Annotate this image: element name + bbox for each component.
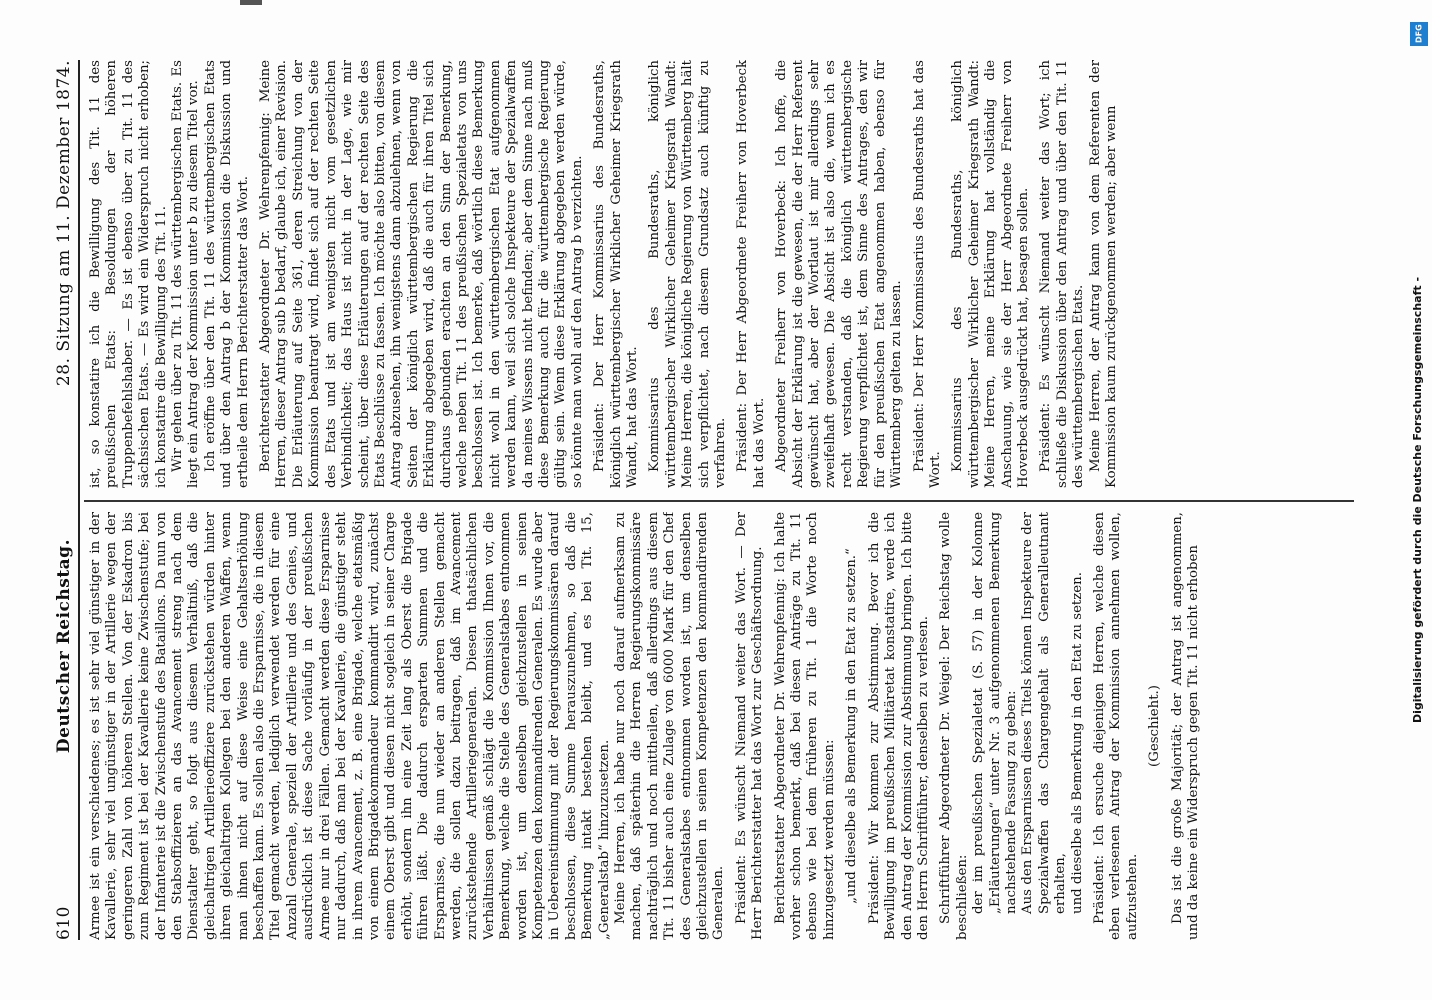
right-column (88, 60, 1350, 488)
session-title: 28. Sitzung am 11. Dezember 1874. (54, 60, 74, 387)
page-header (40, 60, 74, 940)
credit-text: Digitalisierung gefördert durch die Deutsche Forschungsgemeinschaft - (1411, 276, 1424, 724)
motion-text: und dieselbe als Bemerkung in den Etat zu setzen. (1069, 572, 1085, 914)
paragraph: Präsident: Der Herr Kommissarius des Bundesraths, königlich württembergischer Wirklicher Geheimer Kriegsrath Wandt, hat das Wort. (592, 60, 640, 488)
paragraph: Berichterstatter Abgeordneter Dr. Wehrenpfennig: Meine Herren, dieser Antrag sub b bedarf, glaube ich, einer Revision. Die Erläuterung auf Seite 361, deren Streichung von der Kommission beantragt wird, findet sich auf der rechten Seite des Etats und ist am wenigsten nicht vom gesetzlichen Verbindlichkeit; das Haus ist nicht in der Lage, wie mir scheint, über diese Erläuterungen auf der rechten Seite des Etats Beschlüsse zu fassen. Ich möchte also bitten, von diesem Antrag abzusehen, ihn wenigstens dann abzulehnen, wenn von Seiten der königlich württembergischen Regierung die Erklärung abgegeben wird, daß die auch für ihren Titel sich durchaus gebunden erachten an den Sinn der Bemerkung, welche neben Tit. 11 des preußischen Spezialetats von uns beschlossen ist. Ich bemerke, daß wörtlich diese Bemerkung nicht wohl in den württembergischen Etat aufgenommen werden kann, weil sich solche Inspekteure der Spezialwaffen da meines Wissens nicht befinden; aber dem Sinne nach muß diese Bemerkung auch für die württembergische Regierung gültig sein. Wenn diese Erklärung abgegeben werden würde, so könnte man wohl auf den Antrag b verzichten. (258, 60, 585, 488)
paragraph: Abgeordneter Freiherr von Hoverbeck: Ich hoffe, die Absicht der Erklärung ist die gewesen, die der Herr Referent gewünscht hat, aber der Wortlaut ist mir allerdings sehr zweifelhaft gewesen. Die Absicht ist also die, wenn ich es recht verstanden, daß die königlich württembergische Regierung verpflichtet ist, dem Sinne des Antrages, den wir für den preußischen Etat angenommen haben, ebenso für Württemberg gelten zu lassen. (774, 60, 905, 488)
paragraph: Armee ist ein verschiedenes; es ist sehr viel günstiger in der Kavallerie, sehr viel ungünstiger in der Artillerie wegen der geringeren Zahl von höheren Stellen. Von der Eskadron bis zum Regiment ist bei der Kavallerie keine Zwischenstufe; bei der Infanterie ist die Zwischenstufe des Bataillons. Da nun von den Stabsoffizieren an das Avancement streng nach dem Dienstalter geht, so folgt aus diesem Verhältniß, daß die gleichaltrigen Artillerieoffiziere zurückstehen würden hinter ihren gleichaltrigen Kollegen bei den anderen Waffen, wenn man ihnen nicht auf diese Weise eine Gehaltserhöhung beschaffen kann. Es sollen also die Ersparnisse, die in diesem Titel gemacht werden, lediglich verwendet werden für eine Anzahl Generale, speziell der Artillerie und des Genies, und ausdrücklich ist diese Sache vorläufig in der preußischen Armee nur in drei Fällen. Gemacht werden diese Ersparnisse nur dadurch, daß man bei der Kavallerie, die günstiger steht in ihrem Avancement, z. B. eine Brigade, welche etatsmäßig von einem Brigadekommandeur kommandirt wird, zunächst einem Oberst gibt und diesen nicht sogleich in seiner Charge erhöht, sondern ihn eine Zeit lang als Oberst die Brigade führen läßt. Die dadurch ersparten Summen und die Ersparnisse, die nun wieder an anderen Stellen gemacht werden, die sollen dazu beitragen, daß im Avancement zurückstehende Artilleriegeneralen. Diesen thatsächlichen Verhältnissen gemäß schlägt die Kommission Ihnen vor, die Bemerkung, welche die Stelle des Generalstabes entnommen worden ist, um denselben gleichzustellen in seinen Kompetenzen den kommandirenden Generalen. Es wurde aber in Uebereinstimmung mit der Regierungskommissären darauf beschlossen, diese Summe herauszunehmen, so daß die Bemerkung intakt bestehen bleibt, und es bei Tit. 15, „Generalstab“ hinzuzusetzen. (88, 512, 612, 940)
header-rule (78, 60, 80, 940)
page-number: 610 (54, 906, 74, 940)
paragraph: Schriftführer Abgeordneter Dr. Weigel: Der Reichstag wolle beschließen: (938, 512, 970, 940)
publication-title: Deutscher Reichstag. (54, 539, 74, 754)
motion-text: Aus den Ersparnissen dieses Titels können Inspekteure der Spezialwaffen das Chargengehalt als Generalleutnant erhalten, (1020, 512, 1069, 914)
paragraph: Wir gehen über zu Tit. 11 des württembergischen Etats. Es liegt ein Antrag der Kommission unter b zu diesem Titel vor. (170, 60, 202, 488)
paragraph: Das ist die große Majorität; der Antrag ist angenommen, und da keine ein Widerspruch gegen Tit. 11 nicht erhoben (1169, 512, 1201, 940)
quoted-amendment: „und dieselbe als Bemerkung in den Etat zu setzen.“ (844, 548, 860, 904)
paragraph: Präsident: Der Herr Abgeordnete Freiherr von Hoverbeck hat das Wort. (735, 60, 767, 488)
paragraph: Präsident: Ich ersuche diejenigen Herren, welche diesen eben verlesenen Antrag der Kommission annehmen wollen, aufzustehen. (1091, 512, 1140, 940)
paragraph: ist, so konstatire ich die Bewilligung des Tit. 11 des preußischen Etats: Besoldungen der höheren Truppenbefehlshaber. — Es ist ebenso über zu Tit. 11 des sächsischen Etats. — Es wird ein Widerspruch nicht erhoben; ich konstatire die Bewilligung des Tit. 11. (88, 60, 169, 488)
paragraph: Präsident: Es wünscht Niemand weiter das Wort. — Der Herr Berichterstatter hat das Wort zur Geschäftsordnung. (733, 512, 766, 940)
stage-direction: (Geschieht.) (1147, 685, 1163, 767)
paragraph: Präsident: Wir kommen zur Abstimmung. Bevor ich die Bewilligung im preußischen Militäretat konstatire, werde ich den Antrag der Kommission zur Abstimmung bringen. Ich bitte den Herrn Schriftführer, denselben zu verlesen. (866, 512, 931, 940)
paragraph: Kommissarius des Bundesraths, königlich württembergischer Wirklicher Geheimer Kriegsrath Wandt: Meine Herren, meine Erklärung hat vollständig die Anschauung, wie sie der Herr Abgeordnete Freiherr von Hoverbeck ausgedrückt hat, besagen sollen. (950, 60, 1031, 488)
dfg-logo: DFG (1410, 22, 1428, 46)
column-divider (84, 501, 1354, 503)
paragraph: Meine Herren, der Antrag kann von dem Referenten der Kommission kaum zurückgenommen werden; aber wenn (1087, 60, 1119, 488)
motion-text: der im preußischen Spezialetat (S. 57) in der Kolonne „Erläuterungen“ unter Nr. 3 aufgenommenen Bemerkung nachstehende Fassung zu geben: (971, 512, 1019, 914)
paragraph: Präsident: Es wünscht Niemand weiter das Wort; ich schließe die Diskussion über den Antrag und über den Tit. 11 des württembergischen Etats. (1038, 60, 1087, 488)
paragraph: Berichterstatter Abgeordneter Dr. Wehrenpfennig: Ich halte vorher schon bemerkt, daß bei diesen Anträge zu Tit. 11 ebenso wie bei dem früheren zu Tit. 1 die Worte noch hinzugesetzt werden müssen: (772, 512, 837, 940)
paragraph: Präsident: Der Herr Kommissarius des Bundesraths hat das Wort. (911, 60, 943, 488)
paragraph: Kommissarius des Bundesraths, königlich württembergischer Wirklicher Geheimer Kriegsrath Wandt: Meine Herren, die königliche Regierung von Württemberg hält sich verpflichtet, nach diesem Grundsatz auch künftig zu verfahren. (647, 60, 729, 488)
digitization-credit (1408, 20, 1430, 980)
paragraph: Meine Herren, ich habe nur noch darauf aufmerksam zu machen, daß späterhin die Herren Regierungskommissäre nachträglich und noch mittheilen, daß allerdings aus diesem Tit. 11 bisher auch eine Zulage von 6000 Mark für den Chef des Generalstabes entnommen worden ist, um denselben gleichzustellen in seinen Kompetenzen den kommandirenden Generalen. (613, 512, 727, 940)
left-column (88, 512, 1350, 940)
paragraph: Ich eröffne über den Tit. 11 des württembergischen Etats und über den Antrag b der Kommission die Diskussion und ertheile dem Herrn Berichterstatter das Wort. (202, 60, 251, 488)
